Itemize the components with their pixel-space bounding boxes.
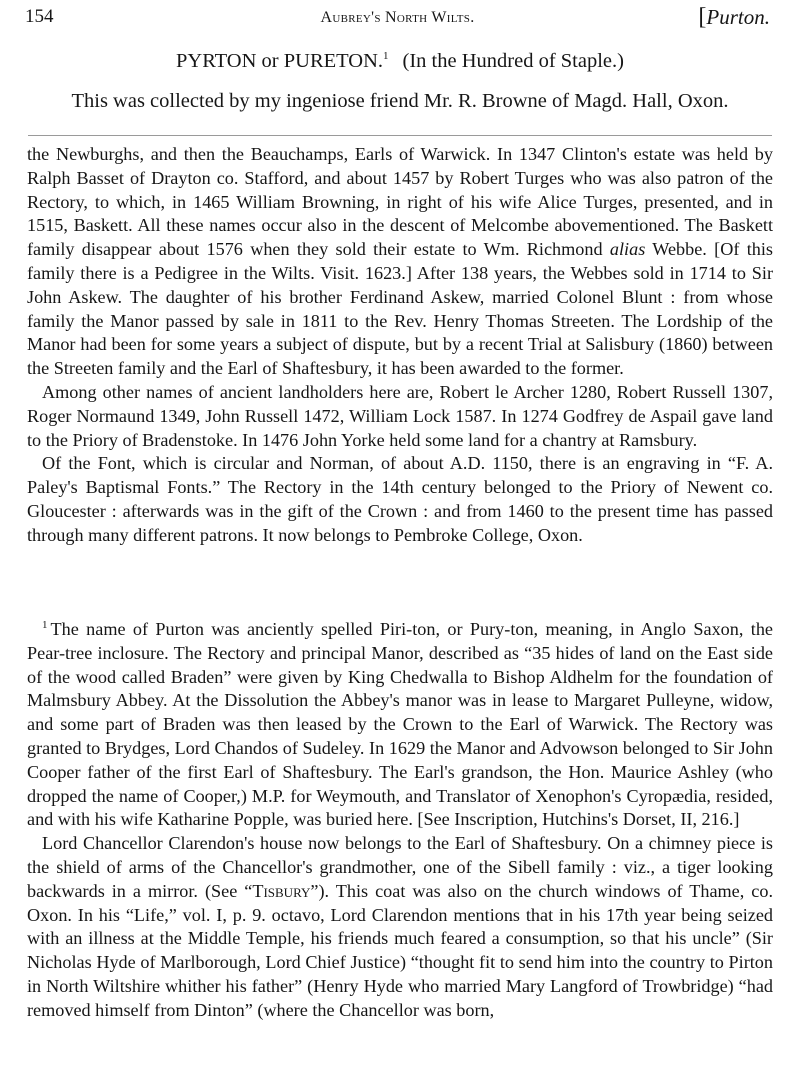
body-text (27, 143, 773, 548)
body-paragraph-1: the Newburghs, and then the Beauchamps, Earls of Warwick. In 1347 Clinton's estate was held by Ralph Basset of Drayton co. Stafford, and about 1457 by Robert Turges who was also patron of the Rectory, to which, in 1465 William Browning, in right of his wife Alice Turges, presented, and in 1515, Baskett. All these names occur also in the descent of Melcombe abovementioned. The Baskett family disappear about 1576 when they sold their estate to Wm. Richmond alias Webbe. [Of this family there is a Pedigree in the Wilts. Visit. 1623.] After 138 years, the Webbes sold in 1714 to Sir John Askew. The daughter of his brother Ferdinand Askew, married Colonel Blunt : from whose family the Manor passed by sale in 1811 to the Rev. Henry Thomas Streeten. The Lordship of the Manor had been for some years a subject of dispute, but by a recent Trial at Salisbury (1860) between the Streeten family and the Earl of Shaftesbury, it has been awarded to the former. (27, 144, 774, 379)
heading-hundred: (In the Hundred of Staple.) (402, 50, 624, 72)
footnote-paragraph-2: Lord Chancellor Clarendon's house now belongs to the Earl of Shaftesbury. On a chimney piece is the shield of arms of the Chancellor's grandmother, one of the Sibell family : viz., a tiger looking backwards in a mirror. (See “Tisbury”). This coat was also on the church windows of Thame, co. Oxon. In his “Life,” vol. I, p. 9. octavo, Lord Clarendon mentions that in his 17th year being seized with an illness at the Middle Temple, his friends much feared a consumption, so that his uncle” (Sir Nicholas Hyde of Marlborough, Lord Chief Justice) “thought fit to send him into the country to Pirton in North Wiltshire whither his father” (Henry Hyde who married Mary Langford of Trowbridge) “had removed himself from Dinton” (where the Chancellor was born, (27, 833, 774, 1020)
separator-rule (28, 135, 772, 136)
heading-footnote-ref: 1 (383, 50, 389, 62)
alias-italic: alias (609, 239, 646, 260)
section-name: Purton. (706, 5, 770, 29)
page-subheading: This was collected by my ingeniose friend Mr. R. Browne of Magd. Hall, Oxon. (71, 90, 729, 112)
heading-title: PYRTON or PURETON. (176, 50, 384, 72)
body-paragraph-3: Of the Font, which is circular and Norman, of about A.D. 1150, there is an engraving in “F. A. Paley's Baptismal Fonts.” The Rectory in the 14th century belonged to the Priory of Newent co. Gloucester : afterwards was in the gift of the Crown : and from 1460 to the present time has passed through many different patrons. It now belongs to Pembroke College, Oxon. (27, 453, 773, 545)
running-head (25, 4, 770, 34)
tisbury-small-caps: Tisbury (252, 880, 311, 901)
page-heading (0, 50, 800, 73)
running-title: Aubrey's North Wilts. (320, 9, 475, 26)
footnote-marker: 1 (42, 619, 48, 631)
running-section (698, 4, 770, 31)
body-paragraph-2: Among other names of ancient landholders here are, Robert le Archer 1280, Robert Russell 1307, Roger Normaund 1349, John Russell 1472, William Lock 1587. In 1274 Godfrey de Aspail gave land to the Priory of Bradenstoke. In 1476 John Yorke held some land for a chantry at Ramsbury. (27, 381, 773, 450)
page-number: 154 (25, 6, 54, 27)
section-bracket: [ (698, 4, 707, 30)
footnote-paragraph-1: $^1$ The name of Purton was anciently spelled Piri-ton, or Pury-ton, meaning, in Anglo Saxon, the Pear-tree inclosure. The Rectory and principal Manor, described as “35 hides of land on the East side of the wood called Braden” were given by King Chedwalla to Bishop Aldhelm for the foundation of Malmsbury Abbey. At the Dissolution the Abbey's manor was in lease to Margaret Pulleyne, widow, and some part of Braden was then leased by the Crown to the Earl of Warwick. The Rectory was granted to Brydges, Lord Chandos of Sudeley. In 1629 the Manor and Advowson belonged to Sir John Cooper father of the first Earl of Shaftesbury. The Earl's grandson, the Hon. Maurice Ashley (who dropped the name of Cooper,) M.P. for Weymouth, and Translator of Xenophon's Cyropædia, resided, and with his wife Katharine Popple, was buried here. [See Inscription, Hutchins's Dorset, II, 216.] (27, 619, 773, 830)
footnotes (27, 614, 773, 1023)
